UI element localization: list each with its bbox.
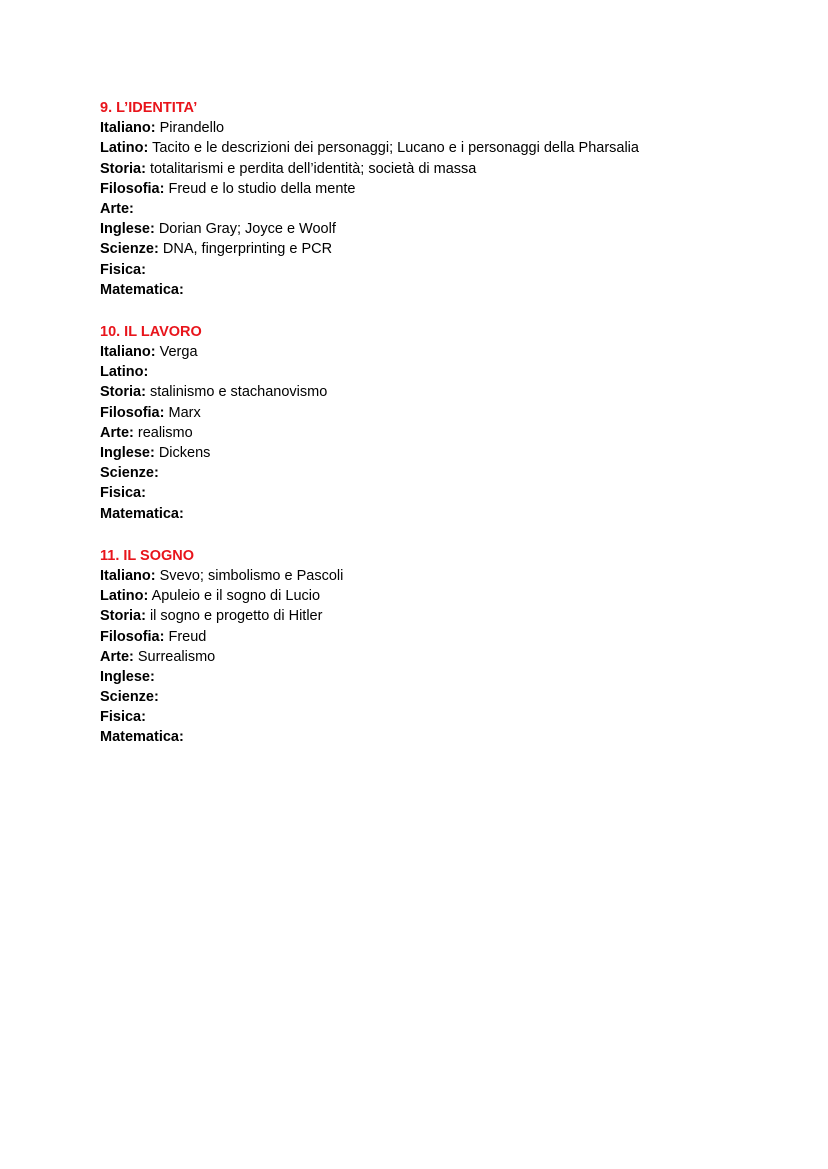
subject-row-matematica [100, 727, 800, 747]
subject-row-fisica [100, 707, 800, 727]
subject-row-fisica [100, 260, 800, 280]
subject-row-filosofia [100, 179, 800, 199]
subject-row-italiano [100, 118, 800, 138]
subject-label: Inglese: [100, 668, 155, 685]
subject-row-arte [100, 423, 800, 443]
section-title: 9. L’IDENTITA’ [100, 100, 198, 116]
subject-row-italiano [100, 566, 800, 586]
subject-row-scienze [100, 239, 800, 259]
subject-row-latino [100, 138, 800, 158]
subject-row-storia [100, 159, 800, 179]
subject-label: Arte: [100, 200, 134, 217]
subject-label: Matematica: [100, 505, 184, 522]
subject-content: Dickens [158, 445, 211, 461]
subject-label: Inglese: [100, 221, 155, 238]
subject-content: totalitarismi e perdita dell’identità; società di massa [149, 160, 477, 177]
subject-content: realismo [137, 424, 193, 441]
section-lavoro [100, 322, 800, 524]
subject-label: Scienze: [100, 689, 159, 706]
section-title: 10. IL LAVORO [100, 323, 202, 340]
subject-label: Latino: [100, 364, 149, 381]
subject-label: Arte: [100, 424, 134, 441]
section-title: 11. IL SOGNO [100, 547, 195, 564]
subject-content: Surrealismo [137, 648, 216, 665]
subject-row-scienze [100, 687, 800, 707]
section-sogno [100, 546, 800, 748]
subject-label: Storia: [100, 160, 146, 177]
subject-row-latino [100, 586, 800, 606]
subject-row-fisica [100, 483, 800, 503]
subject-label: Arte: [100, 648, 134, 665]
subject-content: Marx [168, 404, 201, 421]
subject-label: Italiano: [100, 120, 156, 137]
subject-label: Filosofia: [100, 180, 165, 197]
subject-content: DNA, fingerprinting e PCR [162, 241, 333, 258]
subject-row-storia [100, 382, 800, 402]
subject-label: Filosofia: [100, 628, 165, 645]
subject-row-scienze [100, 463, 800, 483]
subject-content: stalinismo e stachanovismo [149, 384, 328, 401]
subject-label: Matematica: [100, 729, 184, 746]
subject-row-inglese [100, 219, 800, 239]
subject-row-italiano [100, 342, 800, 362]
subject-row-inglese [100, 667, 800, 687]
section-identita [100, 98, 800, 300]
subject-label: Latino: [100, 140, 149, 157]
subject-label: Filosofia: [100, 404, 165, 421]
subject-label: Latino: [100, 588, 149, 605]
subject-label: Inglese: [100, 445, 155, 461]
subject-row-storia [100, 606, 800, 626]
subject-label: Storia: [100, 608, 146, 625]
subject-content: Pirandello [159, 120, 225, 137]
subject-row-filosofia [100, 403, 800, 423]
subject-row-inglese [100, 443, 800, 463]
subject-label: Italiano: [100, 344, 156, 361]
subject-content: il sogno e progetto di Hitler [149, 608, 323, 625]
subject-content: Tacito e le descrizioni dei personaggi; Lucano e i personaggi della Pharsalia [152, 140, 639, 157]
subject-content: Svevo; simbolismo e Pascoli [159, 567, 344, 584]
subject-row-filosofia [100, 627, 800, 647]
subject-row-matematica [100, 280, 800, 300]
subject-label: Fisica: [100, 261, 146, 278]
subject-content: Verga [159, 344, 198, 361]
subject-label: Fisica: [100, 485, 146, 502]
document-page [100, 98, 800, 770]
subject-content: Freud [168, 628, 207, 645]
subject-label: Italiano: [100, 567, 156, 584]
subject-content: Apuleio e il sogno di Lucio [151, 588, 321, 605]
subject-row-arte [100, 647, 800, 667]
subject-label: Storia: [100, 384, 146, 401]
subject-row-arte [100, 199, 800, 219]
subject-label: Fisica: [100, 709, 146, 726]
subject-row-matematica [100, 504, 800, 524]
subject-label: Matematica: [100, 281, 184, 298]
subject-row-latino [100, 362, 800, 382]
subject-content: Freud e lo studio della mente [168, 180, 356, 197]
subject-content: Dorian Gray; Joyce e Woolf [158, 221, 336, 238]
subject-label: Scienze: [100, 465, 159, 482]
subject-label: Scienze: [100, 241, 159, 258]
